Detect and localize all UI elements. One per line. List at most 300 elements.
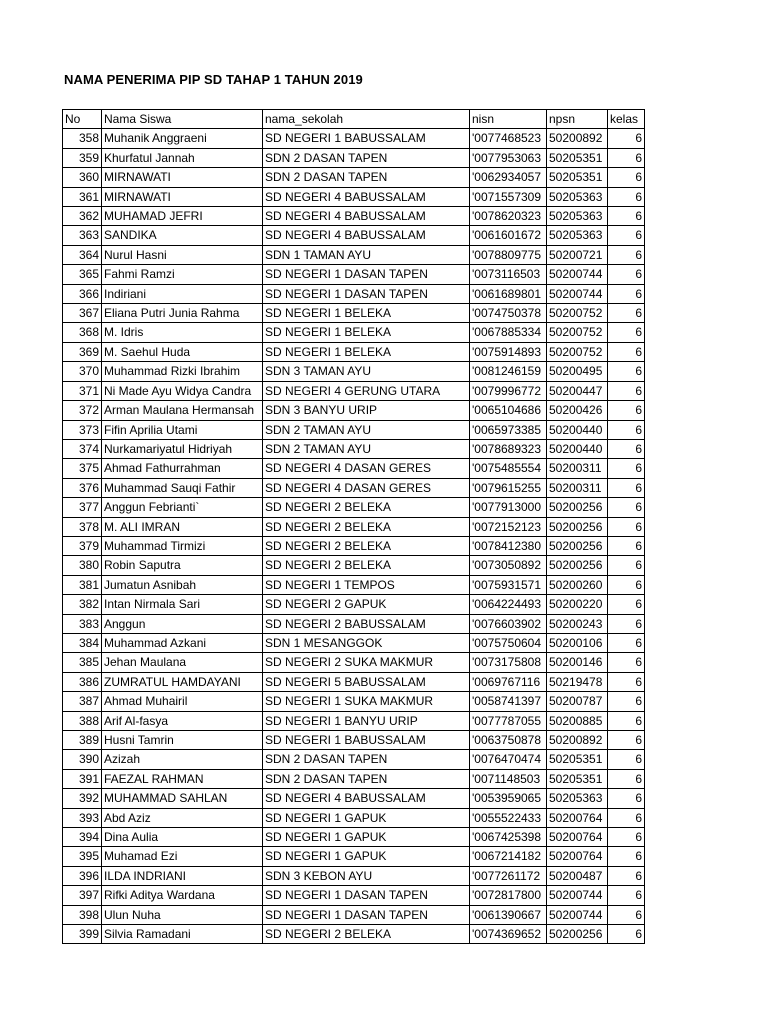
cell-nama-siswa: Ahmad Fathurrahman [102, 459, 263, 478]
table-row [63, 905, 645, 924]
cell-npsn: 50200311 [547, 478, 608, 497]
cell-no: 361 [63, 187, 102, 206]
cell-nisn: '0078620323 [470, 207, 547, 226]
cell-nama-sekolah: SD NEGERI 4 BABUSSALAM [263, 789, 470, 808]
cell-nama-sekolah: SDN 1 MESANGGOK [263, 633, 470, 652]
cell-kelas: 6 [608, 905, 645, 924]
cell-npsn: 50205363 [547, 226, 608, 245]
header-nama-siswa: Nama Siswa [102, 110, 263, 129]
cell-nama-sekolah: SD NEGERI 2 BELEKA [263, 498, 470, 517]
cell-kelas: 6 [608, 925, 645, 944]
table-row [63, 672, 645, 691]
cell-nama-siswa: Nurkamariyatul Hidriyah [102, 439, 263, 458]
cell-npsn: 50200260 [547, 575, 608, 594]
cell-nama-sekolah: SDN 3 KEBON AYU [263, 866, 470, 885]
cell-no: 395 [63, 847, 102, 866]
cell-nama-siswa: Muhammad Sauqi Fathir [102, 478, 263, 497]
cell-nisn: '0072817800 [470, 886, 547, 905]
cell-nisn: '0076470474 [470, 750, 547, 769]
cell-nama-siswa: Dina Aulia [102, 828, 263, 847]
cell-npsn: 50200447 [547, 381, 608, 400]
cell-no: 397 [63, 886, 102, 905]
cell-nama-siswa: M. ALI IMRAN [102, 517, 263, 536]
cell-nisn: '0071148503 [470, 769, 547, 788]
cell-nisn: '0063750878 [470, 731, 547, 750]
table-row [63, 731, 645, 750]
cell-nama-siswa: Muhammad Rizki Ibrahim [102, 362, 263, 381]
cell-kelas: 6 [608, 207, 645, 226]
cell-no: 386 [63, 672, 102, 691]
cell-nama-siswa: Arman Maulana Hermansah [102, 401, 263, 420]
cell-nisn: '0061601672 [470, 226, 547, 245]
cell-kelas: 6 [608, 245, 645, 264]
cell-no: 391 [63, 769, 102, 788]
cell-no: 387 [63, 692, 102, 711]
cell-nama-siswa: Arif Al-fasya [102, 711, 263, 730]
cell-kelas: 6 [608, 614, 645, 633]
table-row [63, 381, 645, 400]
table-row [63, 498, 645, 517]
cell-nama-sekolah: SDN 3 TAMAN AYU [263, 362, 470, 381]
cell-kelas: 6 [608, 284, 645, 303]
cell-npsn: 50205351 [547, 769, 608, 788]
cell-kelas: 6 [608, 769, 645, 788]
cell-npsn: 50200440 [547, 439, 608, 458]
cell-nama-sekolah: SDN 2 DASAN TAPEN [263, 750, 470, 769]
cell-kelas: 6 [608, 342, 645, 361]
cell-npsn: 50200744 [547, 284, 608, 303]
cell-npsn: 50200764 [547, 828, 608, 847]
cell-no: 369 [63, 342, 102, 361]
cell-kelas: 6 [608, 672, 645, 691]
cell-nama-sekolah: SD NEGERI 1 BELEKA [263, 304, 470, 323]
cell-npsn: 50219478 [547, 672, 608, 691]
cell-nisn: '0071557309 [470, 187, 547, 206]
cell-nama-sekolah: SD NEGERI 2 BABUSSALAM [263, 614, 470, 633]
document-title: NAMA PENERIMA PIP SD TAHAP 1 TAHUN 2019 [64, 72, 363, 87]
cell-no: 377 [63, 498, 102, 517]
cell-nama-sekolah: SD NEGERI 2 BELEKA [263, 925, 470, 944]
cell-kelas: 6 [608, 886, 645, 905]
cell-no: 362 [63, 207, 102, 226]
cell-nisn: '0073175808 [470, 653, 547, 672]
cell-npsn: 50200256 [547, 536, 608, 555]
cell-no: 371 [63, 381, 102, 400]
table-row [63, 226, 645, 245]
cell-nisn: '0058741397 [470, 692, 547, 711]
header-nama-sekolah: nama_sekolah [263, 110, 470, 129]
cell-nama-sekolah: SD NEGERI 2 BELEKA [263, 536, 470, 555]
cell-nama-sekolah: SD NEGERI 1 BELEKA [263, 342, 470, 361]
cell-nama-sekolah: SD NEGERI 2 BELEKA [263, 556, 470, 575]
table-row [63, 595, 645, 614]
cell-nisn: '0081246159 [470, 362, 547, 381]
cell-nama-sekolah: SDN 1 TAMAN AYU [263, 245, 470, 264]
cell-npsn: 50200787 [547, 692, 608, 711]
cell-nisn: '0055522433 [470, 808, 547, 827]
cell-nama-siswa: Muhammad Tirmizi [102, 536, 263, 555]
cell-kelas: 6 [608, 498, 645, 517]
cell-no: 378 [63, 517, 102, 536]
cell-no: 359 [63, 148, 102, 167]
header-nisn: nisn [470, 110, 547, 129]
cell-nama-sekolah: SD NEGERI 1 GAPUK [263, 808, 470, 827]
cell-nisn: '0075750604 [470, 633, 547, 652]
cell-nisn: '0076603902 [470, 614, 547, 633]
cell-nisn: '0077468523 [470, 129, 547, 148]
cell-nisn: '0075931571 [470, 575, 547, 594]
cell-npsn: 50200256 [547, 517, 608, 536]
table-row [63, 265, 645, 284]
cell-no: 390 [63, 750, 102, 769]
cell-no: 380 [63, 556, 102, 575]
cell-npsn: 50200146 [547, 653, 608, 672]
header-kelas: kelas [608, 110, 645, 129]
cell-kelas: 6 [608, 808, 645, 827]
cell-no: 398 [63, 905, 102, 924]
cell-kelas: 6 [608, 304, 645, 323]
cell-nama-siswa: Silvia Ramadani [102, 925, 263, 944]
table-row [63, 129, 645, 148]
header-no: No [63, 110, 102, 129]
table-row [63, 362, 645, 381]
cell-nama-siswa: Ulun Nuha [102, 905, 263, 924]
table-row [63, 207, 645, 226]
cell-no: 385 [63, 653, 102, 672]
cell-nama-siswa: FAEZAL RAHMAN [102, 769, 263, 788]
cell-npsn: 50200752 [547, 304, 608, 323]
cell-no: 364 [63, 245, 102, 264]
cell-kelas: 6 [608, 478, 645, 497]
cell-nama-siswa: SANDIKA [102, 226, 263, 245]
cell-npsn: 50200752 [547, 323, 608, 342]
cell-nama-siswa: Robin Saputra [102, 556, 263, 575]
cell-no: 366 [63, 284, 102, 303]
cell-kelas: 6 [608, 711, 645, 730]
table-row [63, 401, 645, 420]
cell-nama-sekolah: SD NEGERI 1 BABUSSALAM [263, 129, 470, 148]
cell-kelas: 6 [608, 536, 645, 555]
cell-nama-sekolah: SD NEGERI 4 BABUSSALAM [263, 207, 470, 226]
cell-nama-sekolah: SD NEGERI 1 BANYU URIP [263, 711, 470, 730]
cell-nisn: '0065104686 [470, 401, 547, 420]
cell-npsn: 50200243 [547, 614, 608, 633]
cell-kelas: 6 [608, 633, 645, 652]
cell-nisn: '0073050892 [470, 556, 547, 575]
table-row [63, 575, 645, 594]
cell-nama-siswa: Muhammad Azkani [102, 633, 263, 652]
cell-npsn: 50200487 [547, 866, 608, 885]
cell-nisn: '0078809775 [470, 245, 547, 264]
cell-nama-sekolah: SD NEGERI 1 TEMPOS [263, 575, 470, 594]
table-row [63, 187, 645, 206]
cell-nama-siswa: Fahmi Ramzi [102, 265, 263, 284]
cell-nama-sekolah: SD NEGERI 2 SUKA MAKMUR [263, 653, 470, 672]
table-row [63, 769, 645, 788]
cell-npsn: 50200744 [547, 886, 608, 905]
cell-no: 393 [63, 808, 102, 827]
cell-nama-siswa: MIRNAWATI [102, 187, 263, 206]
cell-nisn: '0078412380 [470, 536, 547, 555]
table-row [63, 847, 645, 866]
cell-nisn: '0075485554 [470, 459, 547, 478]
cell-kelas: 6 [608, 789, 645, 808]
cell-nama-siswa: ZUMRATUL HAMDAYANI [102, 672, 263, 691]
table-row [63, 439, 645, 458]
cell-nisn: '0064224493 [470, 595, 547, 614]
cell-nama-sekolah: SD NEGERI 2 BELEKA [263, 517, 470, 536]
cell-nama-siswa: Jumatun Asnibah [102, 575, 263, 594]
table-header-row [63, 110, 645, 129]
cell-nama-siswa: Azizah [102, 750, 263, 769]
header-npsn: npsn [547, 110, 608, 129]
cell-nisn: '0078689323 [470, 439, 547, 458]
cell-npsn: 50205351 [547, 750, 608, 769]
cell-no: 392 [63, 789, 102, 808]
cell-nama-siswa: Indiriani [102, 284, 263, 303]
table-row [63, 245, 645, 264]
cell-kelas: 6 [608, 420, 645, 439]
cell-kelas: 6 [608, 226, 645, 245]
cell-nama-sekolah: SD NEGERI 1 GAPUK [263, 828, 470, 847]
cell-nisn: '0062934057 [470, 168, 547, 187]
cell-no: 373 [63, 420, 102, 439]
cell-kelas: 6 [608, 595, 645, 614]
cell-nama-sekolah: SD NEGERI 1 SUKA MAKMUR [263, 692, 470, 711]
cell-nama-sekolah: SD NEGERI 4 BABUSSALAM [263, 187, 470, 206]
table-row [63, 925, 645, 944]
cell-nama-sekolah: SD NEGERI 4 DASAN GERES [263, 459, 470, 478]
cell-no: 360 [63, 168, 102, 187]
cell-nama-sekolah: SD NEGERI 1 BELEKA [263, 323, 470, 342]
cell-nama-siswa: MUHAMAD JEFRI [102, 207, 263, 226]
cell-nama-sekolah: SD NEGERI 1 GAPUK [263, 847, 470, 866]
cell-nama-sekolah: SD NEGERI 4 GERUNG UTARA [263, 381, 470, 400]
cell-nama-siswa: Jehan Maulana [102, 653, 263, 672]
table-row [63, 653, 645, 672]
cell-kelas: 6 [608, 556, 645, 575]
cell-nama-siswa: Ahmad Muhairil [102, 692, 263, 711]
cell-npsn: 50205351 [547, 168, 608, 187]
cell-npsn: 50200256 [547, 556, 608, 575]
cell-no: 358 [63, 129, 102, 148]
cell-npsn: 50200885 [547, 711, 608, 730]
cell-no: 379 [63, 536, 102, 555]
cell-npsn: 50200721 [547, 245, 608, 264]
cell-npsn: 50205363 [547, 187, 608, 206]
table-row [63, 284, 645, 303]
table-row [63, 556, 645, 575]
cell-kelas: 6 [608, 168, 645, 187]
cell-no: 368 [63, 323, 102, 342]
table-row [63, 323, 645, 342]
table-row [63, 828, 645, 847]
cell-kelas: 6 [608, 187, 645, 206]
cell-nisn: '0074750378 [470, 304, 547, 323]
cell-nama-sekolah: SD NEGERI 1 DASAN TAPEN [263, 265, 470, 284]
cell-no: 375 [63, 459, 102, 478]
cell-kelas: 6 [608, 575, 645, 594]
cell-no: 370 [63, 362, 102, 381]
cell-no: 384 [63, 633, 102, 652]
table-row [63, 536, 645, 555]
cell-nisn: '0075914893 [470, 342, 547, 361]
cell-kelas: 6 [608, 828, 645, 847]
cell-no: 367 [63, 304, 102, 323]
cell-npsn: 50200744 [547, 265, 608, 284]
cell-nama-sekolah: SDN 2 DASAN TAPEN [263, 769, 470, 788]
cell-nama-siswa: Anggun Febrianti` [102, 498, 263, 517]
cell-nama-siswa: Anggun [102, 614, 263, 633]
cell-npsn: 50205363 [547, 207, 608, 226]
cell-nisn: '0073116503 [470, 265, 547, 284]
cell-nisn: '0077953063 [470, 148, 547, 167]
cell-no: 396 [63, 866, 102, 885]
table-row [63, 304, 645, 323]
cell-nama-sekolah: SD NEGERI 1 DASAN TAPEN [263, 886, 470, 905]
cell-npsn: 50200106 [547, 633, 608, 652]
cell-no: 376 [63, 478, 102, 497]
cell-kelas: 6 [608, 129, 645, 148]
cell-npsn: 50200440 [547, 420, 608, 439]
cell-npsn: 50200220 [547, 595, 608, 614]
table-row [63, 342, 645, 361]
table-row [63, 148, 645, 167]
cell-nama-siswa: M. Saehul Huda [102, 342, 263, 361]
cell-kelas: 6 [608, 362, 645, 381]
cell-nisn: '0053959065 [470, 789, 547, 808]
cell-npsn: 50200764 [547, 808, 608, 827]
cell-nisn: '0069767116 [470, 672, 547, 691]
table-row [63, 459, 645, 478]
cell-kelas: 6 [608, 381, 645, 400]
cell-no: 365 [63, 265, 102, 284]
cell-npsn: 50205351 [547, 148, 608, 167]
cell-npsn: 50205363 [547, 789, 608, 808]
cell-npsn: 50200256 [547, 498, 608, 517]
cell-nama-siswa: Khurfatul Jannah [102, 148, 263, 167]
table-row [63, 614, 645, 633]
cell-kelas: 6 [608, 148, 645, 167]
cell-nisn: '0065973385 [470, 420, 547, 439]
cell-nama-siswa: Fifin Aprilia Utami [102, 420, 263, 439]
cell-no: 381 [63, 575, 102, 594]
cell-nisn: '0061390667 [470, 905, 547, 924]
cell-nama-siswa: ILDA INDRIANI [102, 866, 263, 885]
table-row [63, 808, 645, 827]
cell-no: 394 [63, 828, 102, 847]
cell-nama-sekolah: SD NEGERI 4 DASAN GERES [263, 478, 470, 497]
cell-nama-sekolah: SDN 2 TAMAN AYU [263, 420, 470, 439]
cell-npsn: 50200892 [547, 129, 608, 148]
cell-nisn: '0072152123 [470, 517, 547, 536]
cell-no: 372 [63, 401, 102, 420]
cell-nisn: '0079615255 [470, 478, 547, 497]
cell-npsn: 50200892 [547, 731, 608, 750]
table-row [63, 517, 645, 536]
cell-nisn: '0061689801 [470, 284, 547, 303]
cell-nama-siswa: Eliana Putri Junia Rahma [102, 304, 263, 323]
cell-nama-siswa: M. Idris [102, 323, 263, 342]
cell-kelas: 6 [608, 401, 645, 420]
cell-nama-siswa: Nurul Hasni [102, 245, 263, 264]
cell-nama-sekolah: SDN 3 BANYU URIP [263, 401, 470, 420]
table-row [63, 168, 645, 187]
table-row [63, 478, 645, 497]
cell-nama-siswa: MIRNAWATI [102, 168, 263, 187]
cell-no: 399 [63, 925, 102, 944]
cell-no: 383 [63, 614, 102, 633]
cell-no: 374 [63, 439, 102, 458]
cell-nama-sekolah: SD NEGERI 2 GAPUK [263, 595, 470, 614]
cell-kelas: 6 [608, 692, 645, 711]
cell-kelas: 6 [608, 731, 645, 750]
cell-kelas: 6 [608, 323, 645, 342]
cell-nama-sekolah: SDN 2 DASAN TAPEN [263, 148, 470, 167]
cell-kelas: 6 [608, 265, 645, 284]
table-row [63, 420, 645, 439]
cell-nama-siswa: Husni Tamrin [102, 731, 263, 750]
table-row [63, 750, 645, 769]
cell-npsn: 50200426 [547, 401, 608, 420]
cell-npsn: 50200495 [547, 362, 608, 381]
cell-nama-sekolah: SD NEGERI 5 BABUSSALAM [263, 672, 470, 691]
cell-no: 388 [63, 711, 102, 730]
recipients-table [62, 109, 645, 944]
cell-nama-sekolah: SDN 2 TAMAN AYU [263, 439, 470, 458]
table-row [63, 633, 645, 652]
cell-nama-siswa: MUHAMMAD SAHLAN [102, 789, 263, 808]
cell-kelas: 6 [608, 517, 645, 536]
cell-nisn: '0067885334 [470, 323, 547, 342]
cell-nisn: '0077261172 [470, 866, 547, 885]
cell-nama-sekolah: SD NEGERI 1 DASAN TAPEN [263, 284, 470, 303]
cell-nisn: '0077913000 [470, 498, 547, 517]
cell-nama-siswa: Intan Nirmala Sari [102, 595, 263, 614]
cell-no: 389 [63, 731, 102, 750]
cell-kelas: 6 [608, 847, 645, 866]
table-row [63, 886, 645, 905]
cell-nama-siswa: Ni Made Ayu Widya Candra [102, 381, 263, 400]
cell-nisn: '0079996772 [470, 381, 547, 400]
table-row [63, 789, 645, 808]
cell-npsn: 50200752 [547, 342, 608, 361]
cell-nama-siswa: Muhanik Anggraeni [102, 129, 263, 148]
cell-nama-sekolah: SDN 2 DASAN TAPEN [263, 168, 470, 187]
table-row [63, 692, 645, 711]
cell-kelas: 6 [608, 750, 645, 769]
cell-nama-siswa: Muhamad Ezi [102, 847, 263, 866]
table-row [63, 711, 645, 730]
cell-kelas: 6 [608, 459, 645, 478]
cell-kelas: 6 [608, 439, 645, 458]
cell-kelas: 6 [608, 866, 645, 885]
cell-npsn: 50200311 [547, 459, 608, 478]
cell-npsn: 50200764 [547, 847, 608, 866]
cell-nisn: '0067214182 [470, 847, 547, 866]
cell-nama-siswa: Rifki Aditya Wardana [102, 886, 263, 905]
cell-nisn: '0074369652 [470, 925, 547, 944]
cell-no: 363 [63, 226, 102, 245]
cell-kelas: 6 [608, 653, 645, 672]
cell-npsn: 50200744 [547, 905, 608, 924]
cell-nama-sekolah: SD NEGERI 1 DASAN TAPEN [263, 905, 470, 924]
table-row [63, 866, 645, 885]
cell-nama-siswa: Abd Aziz [102, 808, 263, 827]
cell-nama-sekolah: SD NEGERI 1 BABUSSALAM [263, 731, 470, 750]
cell-no: 382 [63, 595, 102, 614]
cell-nama-sekolah: SD NEGERI 4 BABUSSALAM [263, 226, 470, 245]
